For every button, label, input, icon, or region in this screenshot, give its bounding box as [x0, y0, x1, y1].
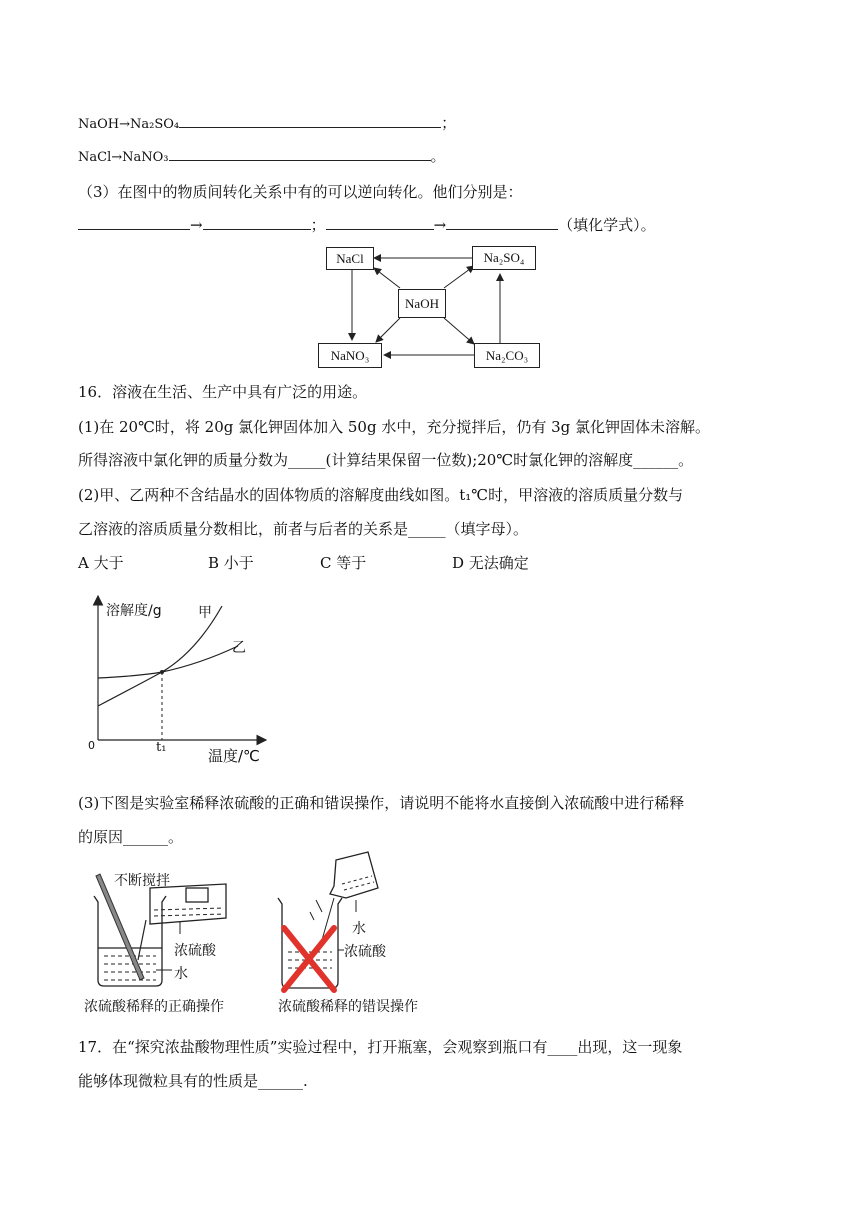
q16-p2-line2: 乙溶液的溶质质量分数相比，前者与后者的关系是_____（填字母）。	[78, 520, 529, 538]
curve-label-yi: 乙	[232, 640, 246, 656]
label-water-right: 水	[352, 921, 366, 937]
label-acid-left: 浓硫酸	[174, 943, 216, 959]
q16-title: 16．溶液在生活、生产中具有广泛的用途。	[78, 383, 368, 401]
node-na2co3: Na₂CO₃	[474, 343, 540, 368]
q17-line2: 能够体现微粒具有的性质是______.	[78, 1072, 308, 1090]
caption-correct: 浓硫酸稀释的正确操作	[84, 999, 224, 1015]
intersection-point	[160, 670, 164, 674]
q16-option-a[interactable]: A 大于	[78, 554, 124, 572]
right-beaker	[278, 898, 342, 988]
q15-part3: （3）在图中的物质间转化关系中有的可以逆向转化。他们分别是：	[78, 183, 523, 201]
formula-naoh-na2so4: NaOH→Na₂SO₄	[78, 117, 180, 132]
q16-p3-line2: 的原因______。	[78, 828, 184, 846]
node-nacl: NaCl	[326, 247, 374, 270]
punctuation: ；	[441, 114, 457, 132]
dilution-figure	[0, 840, 460, 1020]
q17-line1: 17．在“探究浓盐酸物理性质”实验过程中，打开瓶塞，会观察到瓶口有____出现，这一现象	[78, 1038, 683, 1056]
q16-option-b[interactable]: B 小于	[208, 554, 254, 572]
separator: ；	[310, 216, 326, 234]
label-acid-right: 浓硫酸	[344, 944, 386, 960]
graph-t1: t₁	[156, 740, 167, 755]
graph-origin: 0	[88, 739, 95, 752]
acid-stream	[138, 920, 146, 960]
q16-option-c[interactable]: C 等于	[320, 554, 367, 572]
label-water-left: 水	[174, 966, 188, 982]
graph-xlabel: 温度/℃	[208, 747, 260, 765]
q16-p1-line2: 所得溶液中氯化钾的质量分数为_____(计算结果保留一位数);20℃时氯化钾的溶解度______。	[78, 451, 694, 469]
wrong-cross-icon	[284, 928, 334, 990]
formula-nacl-nano3: NaCl→NaNO₃	[78, 150, 169, 165]
label-stir: 不断搅拌	[114, 873, 170, 889]
q16-p3-line1: (3)下图是实验室稀释浓硫酸的正确和错误操作，请说明不能将水直接倒入浓硫酸中进行稀释	[78, 794, 685, 812]
q16-option-d[interactable]: D 无法确定	[452, 554, 529, 572]
punctuation: 。	[430, 147, 446, 165]
arrow-text: →	[433, 216, 447, 234]
curve-yi	[98, 646, 238, 678]
caption-wrong: 浓硫酸稀释的错误操作	[278, 999, 418, 1015]
q16-p2-line1: (2)甲、乙两种不含结晶水的固体物质的溶解度曲线如图。t₁℃时，甲溶液的溶质质量分数与	[78, 486, 684, 504]
node-na2so4: Na₂SO₄	[472, 246, 536, 270]
curve-label-jia: 甲	[198, 605, 212, 621]
q16-p1-line1: (1)在 20℃时，将 20g 氯化钾固体加入 50g 水中，充分搅拌后，仍有 3g 氯化钾固体未溶解。	[78, 418, 711, 436]
graph-ylabel: 溶解度/g	[106, 603, 162, 619]
water-beaker-tilted	[330, 852, 378, 898]
node-nano3: NaNO₃	[318, 343, 382, 368]
arrow-text: →	[190, 216, 203, 234]
conversion-diagram-arrows	[0, 0, 860, 380]
node-naoh: NaOH	[398, 289, 446, 318]
fill-hint: （填化学式）。	[558, 216, 656, 234]
